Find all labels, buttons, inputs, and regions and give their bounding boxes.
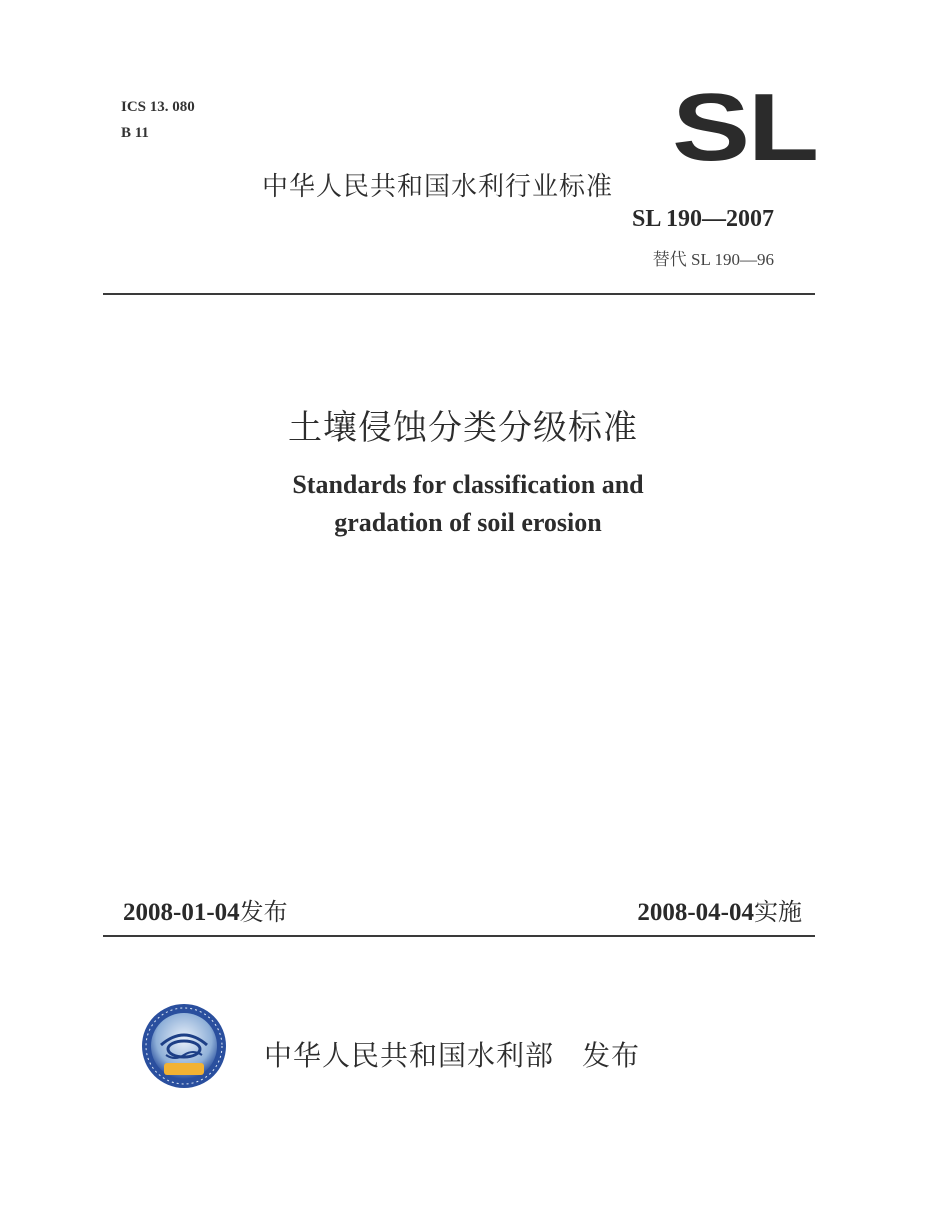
english-title-line-1: Standards for classification and bbox=[292, 470, 644, 499]
document-title-chinese: 土壤侵蚀分类分级标准 bbox=[288, 408, 638, 448]
effective-date: 2008-04-04 bbox=[637, 899, 754, 926]
release-date: 2008-01-04 bbox=[123, 899, 240, 926]
standard-mark-logo: SL bbox=[672, 74, 817, 181]
issuer-name: 中华人民共和国水利部 bbox=[264, 1039, 555, 1072]
english-title-line-2: gradation of soil erosion bbox=[334, 508, 602, 537]
replaces-standard: 替代 SL 190—96 bbox=[652, 250, 774, 269]
ministry-water-resources-seal-icon bbox=[141, 1003, 227, 1089]
release-date-line bbox=[123, 892, 288, 927]
class-code: B 11 bbox=[121, 125, 149, 141]
ics-code: ICS 13. 080 bbox=[121, 99, 195, 115]
issuer-action: 发布 bbox=[582, 1039, 641, 1072]
standard-number: SL 190—2007 bbox=[631, 206, 774, 232]
classification-codes bbox=[121, 94, 195, 146]
bottom-divider bbox=[103, 935, 815, 937]
document-title-english bbox=[0, 466, 936, 542]
top-divider bbox=[103, 293, 815, 295]
effective-label: 实施 bbox=[754, 898, 802, 926]
industry-standard-title: 中华人民共和国水利行业标准 bbox=[262, 172, 614, 202]
release-label: 发布 bbox=[239, 898, 288, 926]
issuing-authority bbox=[264, 1034, 640, 1074]
effective-date-line bbox=[637, 892, 802, 927]
